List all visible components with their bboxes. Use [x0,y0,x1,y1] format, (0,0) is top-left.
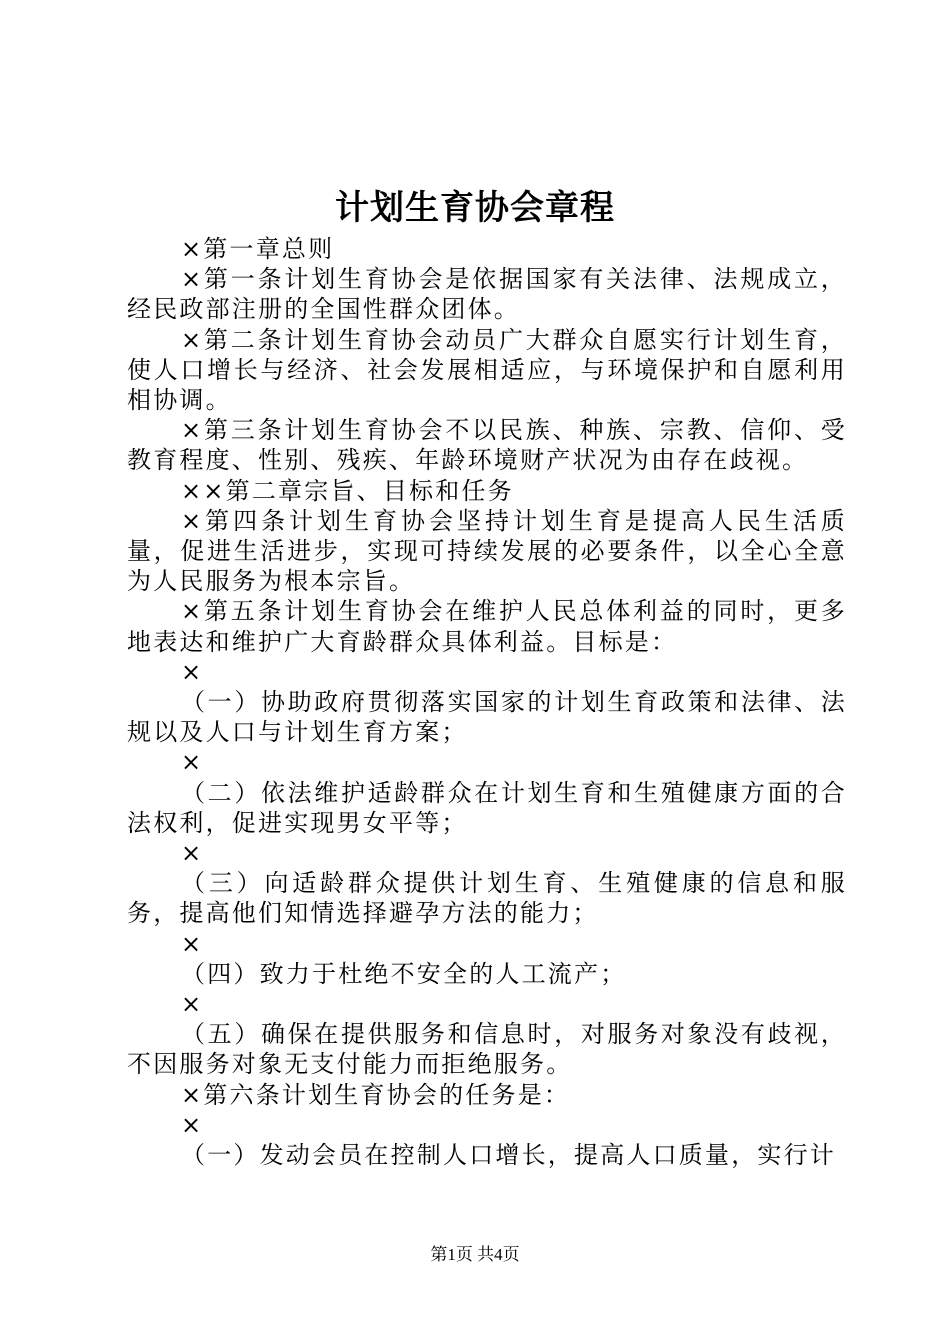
paragraph: ×第四条计划生育协会坚持计划生育是提高人民生活质量，促进生活进步，实现可持续发展的必要条件，以全心全意为人民服务为根本宗旨。 [127,506,847,596]
paragraph: × [181,839,204,868]
document-title: 计划生育协会章程 [335,188,615,228]
paragraph: ×第五条计划生育协会在维护人民总体利益的同时，更多地表达和维护广大育龄群众具体利益。目标是： [127,597,847,656]
page-footer: 第1页 共4页 [430,1245,520,1264]
paragraph: × [181,1110,204,1139]
list-item: （一）协助政府贯彻落实国家的计划生育政策和法律、法规以及人口与计划生育方案； [127,688,847,747]
list-item: （三）向适龄群众提供计划生育、生殖健康的信息和服务，提高他们知情选择避孕方法的能力； [127,869,847,928]
chapter-heading: ××第二章宗旨、目标和任务 [181,476,514,505]
paragraph: ×第三条计划生育协会不以民族、种族、宗教、信仰、受教育程度、性别、残疾、年龄环境财产状况为由存在歧视。 [127,416,847,475]
paragraph: ×第一条计划生育协会是依据国家有关法律、法规成立，经民政部注册的全国性群众团体。 [127,265,847,324]
paragraph: ×第六条计划生育协会的任务是： [181,1080,571,1109]
paragraph: × [181,990,204,1019]
paragraph: ×第一章总则 [181,235,335,263]
document-body [127,234,847,1170]
paragraph: × [181,657,204,686]
paragraph: × [181,929,204,958]
list-item: （四）致力于杜绝不安全的人工流产； [181,959,627,988]
paragraph: × [181,748,204,777]
list-item: （二）依法维护适龄群众在计划生育和生殖健康方面的合法权利，促进实现男女平等； [127,778,847,837]
list-item: （五）确保在提供服务和信息时，对服务对象没有歧视，不因服务对象无支付能力而拒绝服务。 [127,1020,847,1079]
paragraph: ×第二条计划生育协会动员广大群众自愿实行计划生育，使人口增长与经济、社会发展相适应，与环境保护和自愿利用相协调。 [127,325,847,415]
list-item: （一）发动会员在控制人口增长，提高人口质量，实行计 [181,1141,836,1170]
